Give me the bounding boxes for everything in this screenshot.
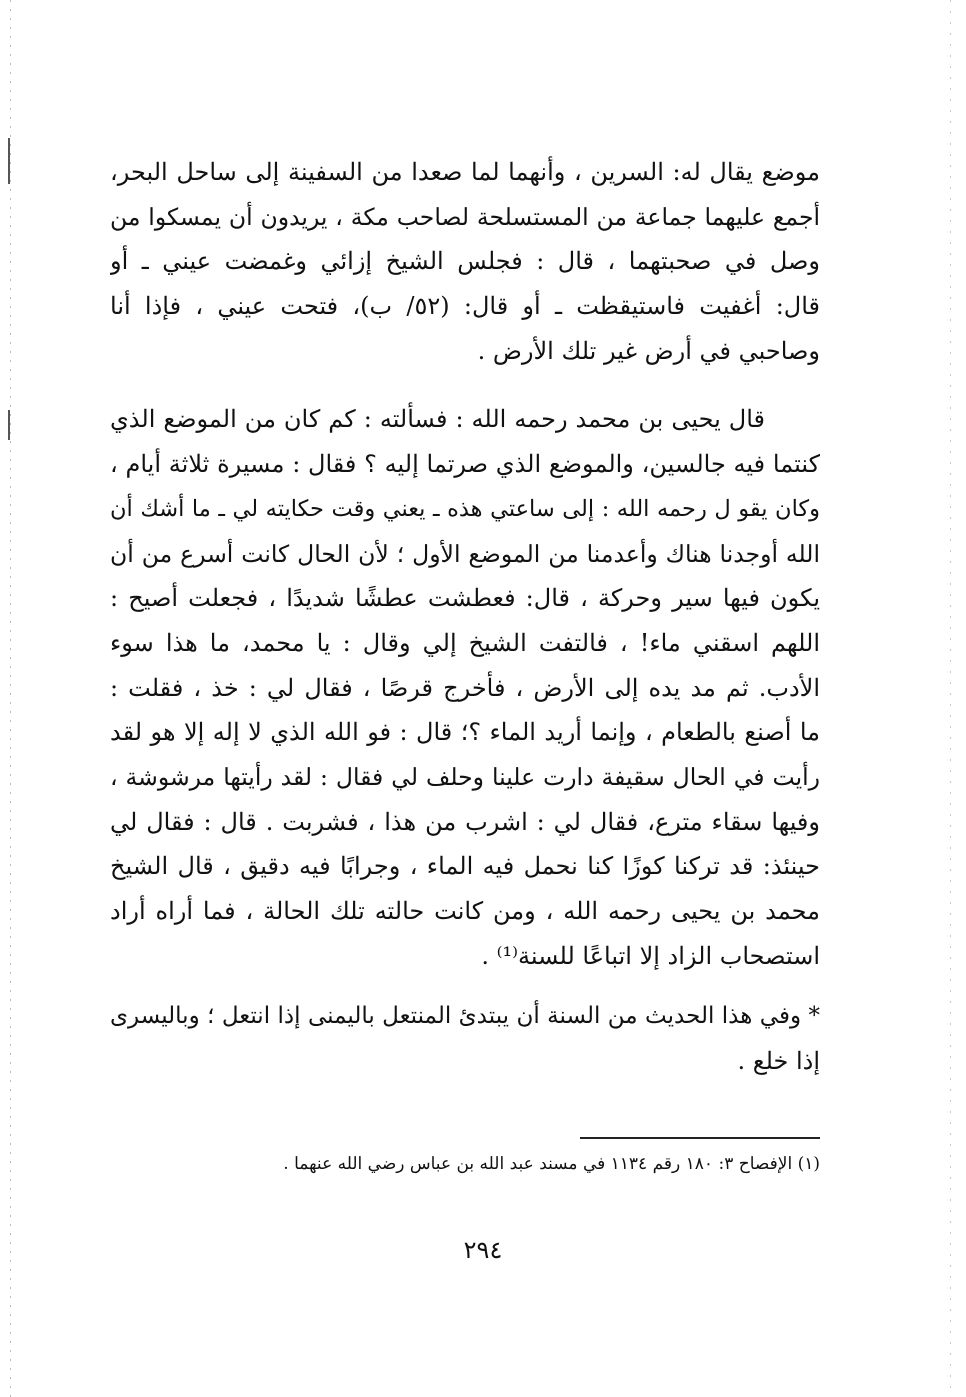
paragraph-3 bbox=[110, 994, 820, 1083]
text-line: رأيت في الحال سقيفة دارت علينا وحلف لي فقال : لقد رأيتها مرشوشة ، bbox=[110, 762, 820, 791]
page-number: ٢٩٤ bbox=[463, 1236, 503, 1264]
text-line: الله أوجدنا هناك وأعدمنا من الموضع الأول ؛ لأن الحال كانت أسرع من أن bbox=[110, 539, 820, 568]
scan-edge-left bbox=[10, 0, 11, 1397]
text-line: اللهم اسقني ماء! ، فالتفت الشيخ إلي وقال : يا محمد، ما هذا سوء bbox=[110, 628, 820, 657]
text-line: أجمع عليهما جماعة من المستسلحة لصاحب مكة ، يريدون أن يمسكوا من bbox=[110, 202, 820, 231]
text-line: موضع يقال له: السرين ، وأنهما لما صعدا من السفينة إلى ساحل البحر، bbox=[110, 158, 820, 186]
page-body bbox=[110, 150, 820, 1084]
text-line: إذا خلع . bbox=[737, 1047, 820, 1076]
text-line: قال يحيى بن محمد رحمه الله : فسألته : كم كان من الموضع الذي bbox=[110, 405, 765, 434]
text-line: يكون فيها سير وحركة ، قال: فعطشت عطشًا شديدًا ، فجعلت أصيح : bbox=[110, 584, 820, 613]
text-line: حينئذ: قد تركنا كوزًا كنا نحمل فيه الماء ، وجرابًا فيه دقيق ، قال الشيخ bbox=[110, 852, 820, 881]
text-line: محمد بن يحيى رحمه الله ، ومن كانت حالته تلك الحالة ، فما أراه أراد bbox=[110, 897, 820, 925]
text-line: كنتما فيه جالسين، والموضع الذي صرتما إليه ؟ فقال : مسيرة ثلاثة أيام ، bbox=[110, 450, 820, 479]
margin-mark-middle bbox=[8, 410, 10, 440]
margin-mark-top bbox=[8, 138, 10, 184]
text-line: الأدب. ثم مد يده إلى الأرض ، فأخرج قرصًا ، فقال لي : خذ ، فقلت : bbox=[110, 673, 820, 702]
text-line: ما أصنع بالطعام ، وإنما أريد الماء ؟؛ قال : فو الله الذي لا إله إلا هو لقد bbox=[110, 718, 820, 747]
paragraph-gap bbox=[110, 978, 820, 994]
footnote-separator bbox=[580, 1137, 820, 1139]
text-line: قال: أغفيت فاستيقظت ـ أو قال: (٥٢/ ب)، فتحت عيني ، فإذا أنا bbox=[110, 292, 820, 321]
text-line: وصل في صحبتهما ، قال : فجلس الشيخ إزائي وغمضت عيني ـ أو bbox=[110, 247, 820, 276]
paragraph-1 bbox=[110, 150, 820, 373]
paragraph-2 bbox=[110, 397, 820, 978]
scan-edge-right bbox=[950, 0, 951, 1397]
text-line: وفيها سقاء مترع، فقال لي : اشرب من هذا ، فشربت . قال : فقال لي bbox=[110, 807, 820, 836]
text-line: وصاحبي في أرض غير تلك الأرض . bbox=[477, 336, 820, 365]
footnote: (١) الإفصاح ٣: ١٨٠ رقم ١١٣٤ في مسند عبد الله بن عباس رضي الله عنهما . bbox=[283, 1154, 820, 1174]
paragraph-gap bbox=[110, 373, 820, 397]
text-line: وكان يقو ل رحمه الله : إلى ساعتي هذه ـ يعني وقت حكايته لي ـ ما أشك أن bbox=[110, 495, 820, 522]
text-line: * وفي هذا الحديث من السنة أن يبتدئ المنتعل باليمنى إذا انتعل ؛ وباليسرى bbox=[110, 1003, 820, 1030]
text-line: استصحاب الزاد إلا اتباعًا للسنة⁽¹⁾ . bbox=[481, 941, 820, 970]
